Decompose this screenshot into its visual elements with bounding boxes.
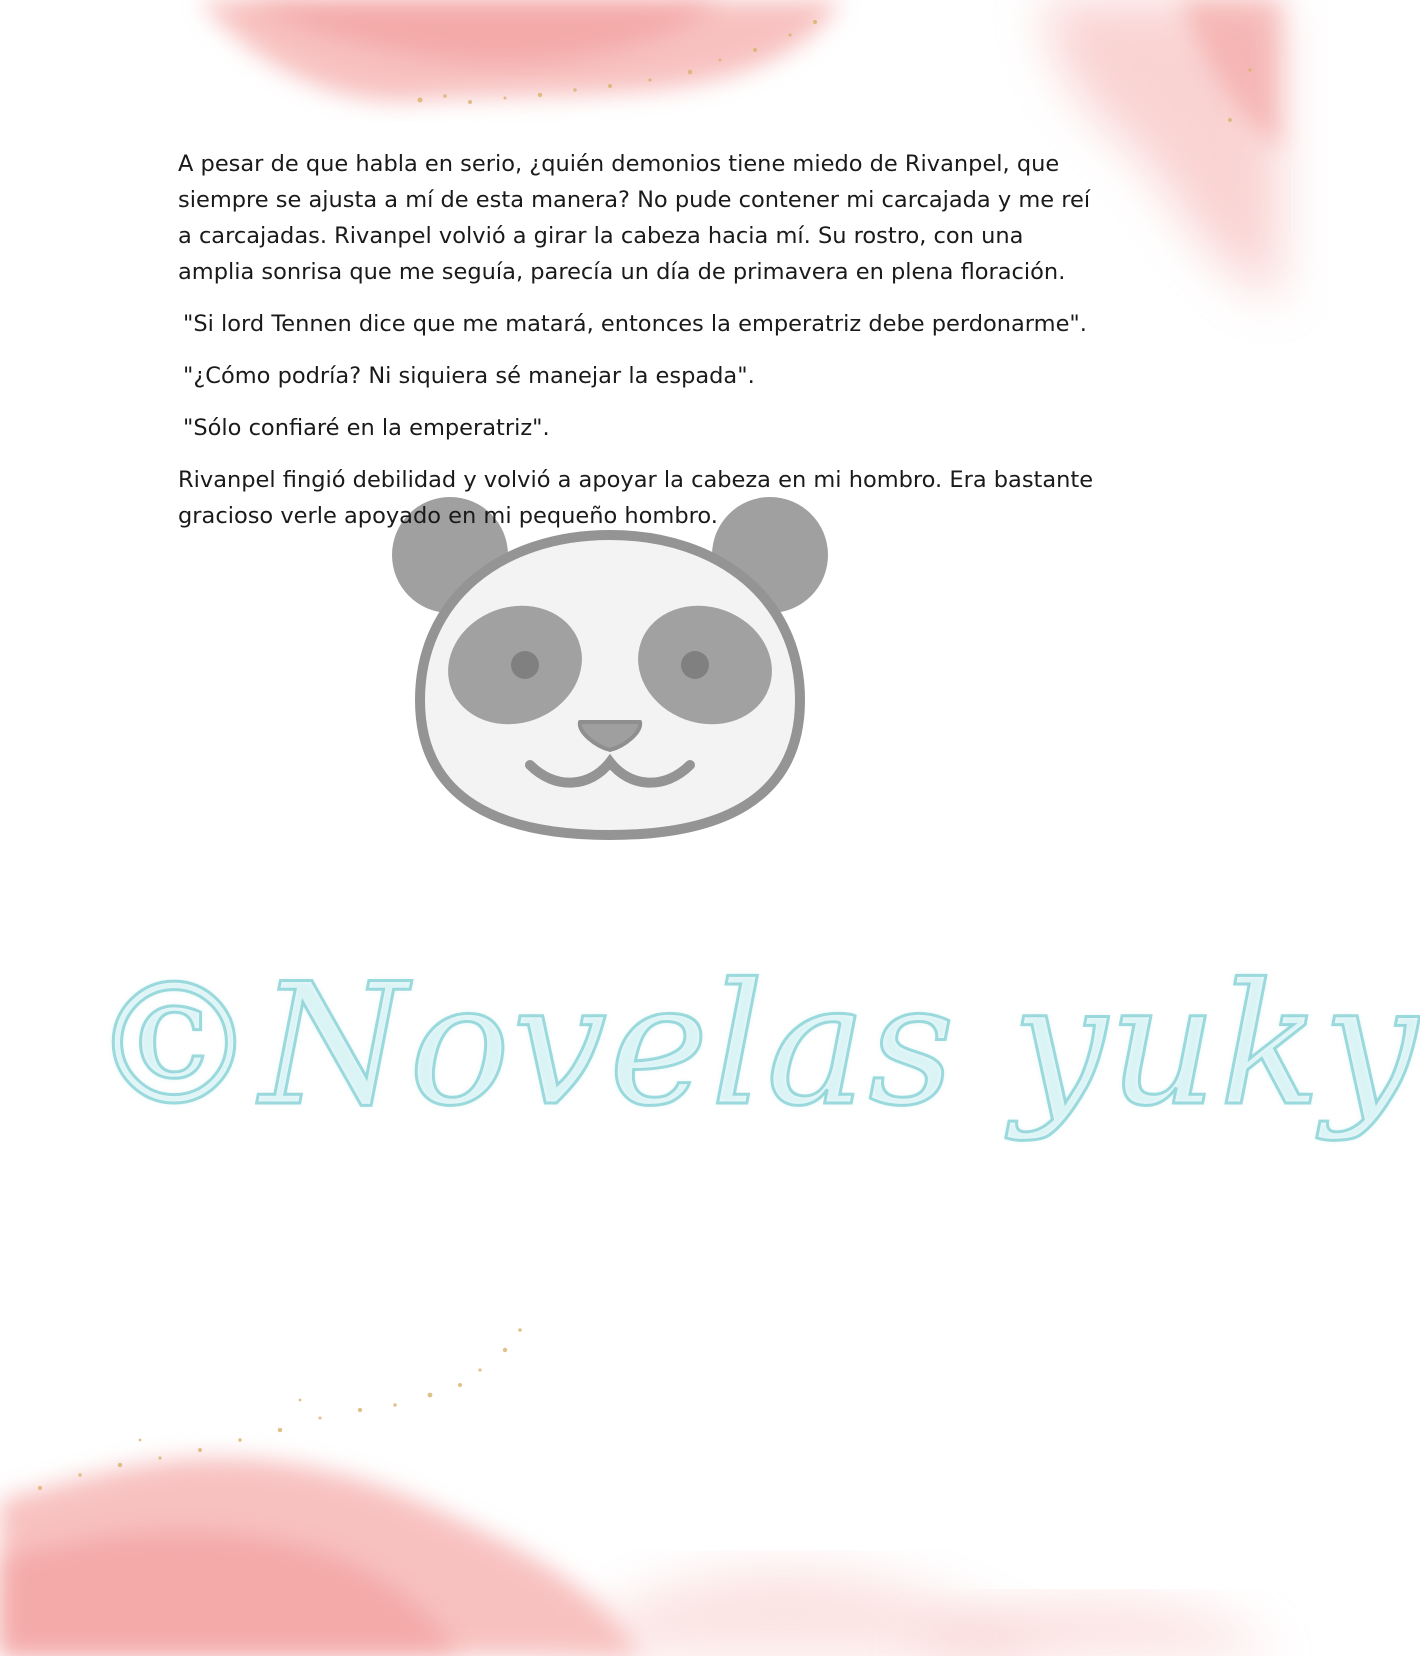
watermark — [90, 905, 1420, 1185]
paragraph-2: "Si lord Tennen dice que me matará, entonces la emperatriz debe perdonarme". — [183, 311, 1087, 337]
document-body — [178, 146, 1098, 550]
bottom-watercolor — [0, 1458, 1280, 1656]
paragraph-4: "Sólo confiaré en la emperatriz". — [183, 415, 550, 441]
watermark-text: ©Novelas yuky — [90, 947, 1420, 1143]
paragraph-5: Rivanpel fingió debilidad y volvió a apoyar la cabeza en mi hombro. Era bastante gracioso verle apoyado en mi pequeño hombro. — [178, 467, 1094, 529]
paragraph-3: "¿Cómo podría? Ni siquiera sé manejar la espada". — [183, 363, 755, 389]
paragraph-1: A pesar de que habla en serio, ¿quién demonios tiene miedo de Rivanpel, que siempre se ajusta a mí de esta manera? No pude contener mi carcajada y me reí a carcajadas. Rivanpel volvió a girar la cabeza hacia mí. Su rostro, con una amplia sonrisa que me seguía, parecía un día de primavera en plena floración. — [178, 151, 1091, 285]
